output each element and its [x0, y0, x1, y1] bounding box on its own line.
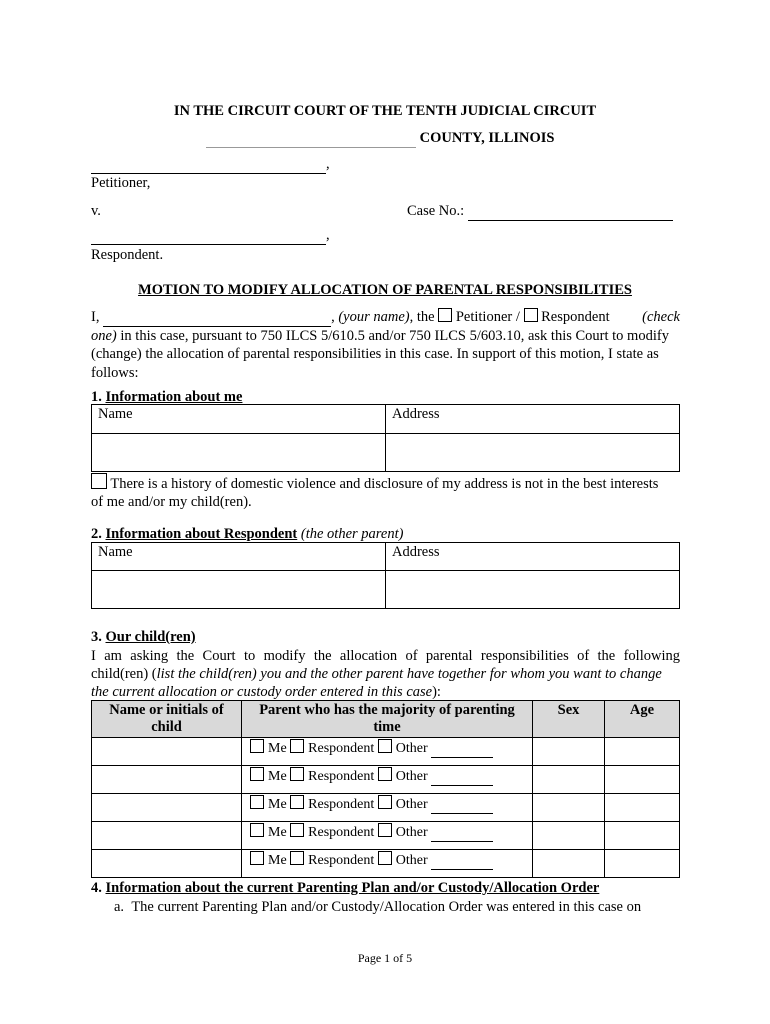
- majority-parent-cell: Me Respondent Other: [242, 766, 533, 794]
- county-line: [206, 130, 554, 148]
- child-name-header: Name or initials of child: [92, 701, 242, 738]
- page-number: Page 1 of 5: [357, 951, 413, 965]
- other-field[interactable]: [431, 853, 493, 870]
- court-heading: IN THE CIRCUIT COURT OF THE TENTH JUDICIAL CIRCUIT: [173, 103, 597, 119]
- other-field[interactable]: [431, 825, 493, 842]
- respondent-name-line: ,: [91, 227, 330, 245]
- intro-paragraph: I, , (your name), the Petitioner / Respondent (check one) in this case, pursuant to 750 ILCS 5/610.5 and/or 750 ILCS 5/603.10, ask this Court to modify (change) the allocation of parental responsibilities in this case. In support of this motion, I state as follows:: [91, 309, 680, 381]
- majority-parent-cell: Me Respondent Other: [242, 738, 533, 766]
- respondent-address-input[interactable]: [386, 571, 680, 609]
- petitioner-name-field[interactable]: [91, 156, 326, 174]
- age-cell[interactable]: [605, 738, 680, 766]
- versus-label: v.: [91, 203, 101, 219]
- respondent-checkbox[interactable]: [524, 308, 538, 322]
- case-number-line: [407, 203, 673, 221]
- other-checkbox[interactable]: [378, 795, 392, 809]
- me-name-field[interactable]: [92, 434, 386, 472]
- case-number-label: Case No.:: [407, 203, 465, 219]
- respondent-address-header: Address: [386, 543, 680, 571]
- section-4-item-a: a. The current Parenting Plan and/or Custody/Allocation Order was entered in this case on: [114, 899, 642, 915]
- dv-checkbox[interactable]: [91, 473, 107, 489]
- section-4-heading: 4. Information about the current Parenting Plan and/or Custody/Allocation Order: [91, 880, 600, 896]
- other-field[interactable]: [431, 769, 493, 786]
- children-table: [91, 700, 680, 878]
- respondent-option-checkbox[interactable]: [290, 823, 304, 837]
- child-row: [92, 822, 680, 850]
- petitioner-label: Petitioner,: [91, 175, 151, 191]
- child-name-cell[interactable]: [92, 794, 242, 822]
- section-1-heading: 1. Information about me: [91, 389, 243, 405]
- sex-cell[interactable]: [533, 822, 605, 850]
- me-checkbox[interactable]: [250, 795, 264, 809]
- child-row: [92, 766, 680, 794]
- sex-header: Sex: [533, 701, 605, 738]
- other-field[interactable]: [431, 797, 493, 814]
- section-2-heading: 2. Information about Respondent (the other parent): [91, 526, 404, 542]
- majority-parent-cell: Me Respondent Other: [242, 850, 533, 878]
- me-checkbox[interactable]: [250, 767, 264, 781]
- county-field[interactable]: [206, 130, 416, 148]
- sex-cell[interactable]: [533, 738, 605, 766]
- me-checkbox[interactable]: [250, 823, 264, 837]
- respondent-option-checkbox[interactable]: [290, 851, 304, 865]
- section-3-heading: 3. Our child(ren): [91, 629, 196, 645]
- child-name-cell[interactable]: [92, 738, 242, 766]
- other-checkbox[interactable]: [378, 823, 392, 837]
- majority-parent-cell: Me Respondent Other: [242, 794, 533, 822]
- age-cell[interactable]: [605, 794, 680, 822]
- info-about-me-table: [91, 404, 680, 472]
- me-name-header: Name: [92, 405, 386, 434]
- info-about-respondent-table: [91, 542, 680, 609]
- age-cell[interactable]: [605, 822, 680, 850]
- respondent-option-checkbox[interactable]: [290, 739, 304, 753]
- child-name-cell[interactable]: [92, 850, 242, 878]
- child-name-cell[interactable]: [92, 822, 242, 850]
- sex-cell[interactable]: [533, 794, 605, 822]
- respondent-name-input[interactable]: [92, 571, 386, 609]
- sex-cell[interactable]: [533, 766, 605, 794]
- age-cell[interactable]: [605, 766, 680, 794]
- other-checkbox[interactable]: [378, 767, 392, 781]
- me-checkbox[interactable]: [250, 739, 264, 753]
- respondent-label: Respondent.: [91, 247, 164, 263]
- child-row: [92, 850, 680, 878]
- page-title: MOTION TO MODIFY ALLOCATION OF PARENTAL RESPONSIBILITIES: [138, 282, 632, 298]
- me-checkbox[interactable]: [250, 851, 264, 865]
- child-row: [92, 738, 680, 766]
- child-row: [92, 794, 680, 822]
- age-cell[interactable]: [605, 850, 680, 878]
- your-name-field[interactable]: [103, 308, 331, 327]
- dv-disclosure: There is a history of domestic violence and disclosure of my address is not in the best interests of me and/or my child(ren).: [91, 473, 680, 511]
- majority-parent-cell: Me Respondent Other: [242, 822, 533, 850]
- case-number-field[interactable]: [468, 203, 673, 221]
- me-address-header: Address: [386, 405, 680, 434]
- petitioner-checkbox[interactable]: [438, 308, 452, 322]
- age-header: Age: [605, 701, 680, 738]
- other-checkbox[interactable]: [378, 851, 392, 865]
- children-paragraph: I am asking the Court to modify the allocation of parental responsibilities of the following child(ren) (list the child(ren) you and the other parent have together for whom you want to change the current allocation or custody order entered in this case):: [91, 648, 680, 701]
- respondent-option-checkbox[interactable]: [290, 767, 304, 781]
- me-address-field[interactable]: [386, 434, 680, 472]
- petitioner-name-line: ,: [91, 156, 330, 174]
- child-name-cell[interactable]: [92, 766, 242, 794]
- county-label: COUNTY, ILLINOIS: [419, 130, 555, 146]
- other-field[interactable]: [431, 741, 493, 758]
- respondent-name-header: Name: [92, 543, 386, 571]
- majority-parent-header: Parent who has the majority of parenting time: [242, 701, 533, 738]
- sex-cell[interactable]: [533, 850, 605, 878]
- respondent-name-field[interactable]: [91, 227, 326, 245]
- respondent-option-checkbox[interactable]: [290, 795, 304, 809]
- other-checkbox[interactable]: [378, 739, 392, 753]
